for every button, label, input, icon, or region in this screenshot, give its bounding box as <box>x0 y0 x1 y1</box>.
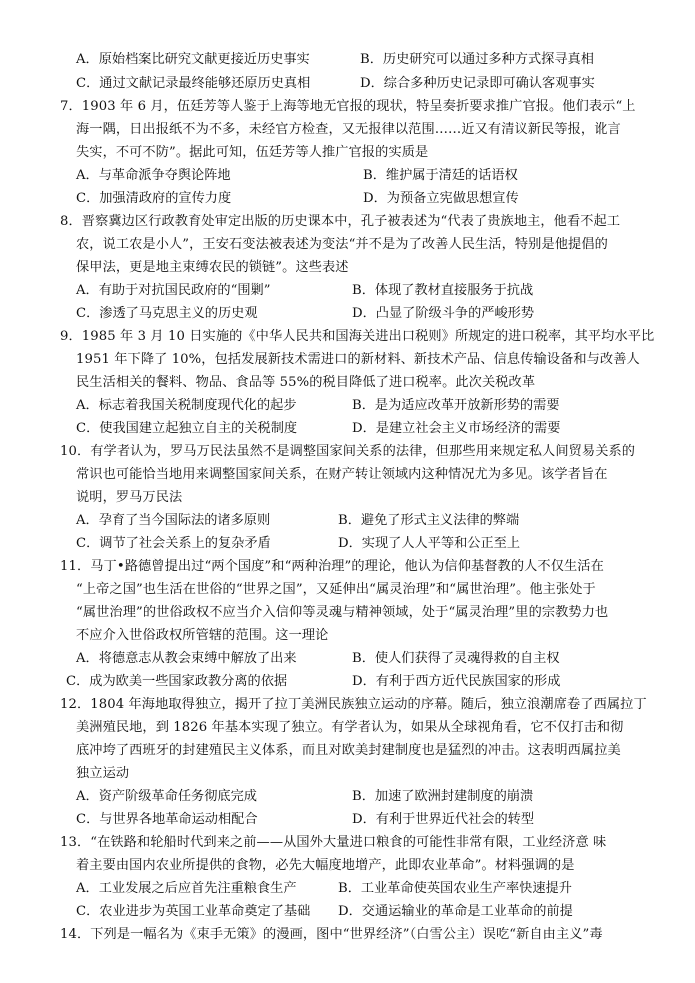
q12-option-a: A．资产阶级革命任务彻底完成 <box>76 789 257 804</box>
q10-stem-line: 常识也可能恰当地用来调整国家间关系，在财产转让领域内这种情况尤为多见。该学者旨在 <box>76 467 608 482</box>
q9-stem-line: 1951 年下降了 10%，包括发展新技术需进口的新材料、新技术产品、信息传输设备和与改善人 <box>76 352 640 367</box>
q7-option-c: C．加强清政府的宣传力度 <box>76 191 232 206</box>
q6-option-c: C．通过文献记录最终能够还原历史真相 <box>76 76 311 91</box>
q12-stem-line: 美洲殖民地，到 1826 年基本实现了独立。有学者认为，如果从全球视角看，它不仅打击和彻 <box>76 720 624 735</box>
q11-stem-line: “属世治理”的世俗政权不应当介入信仰等灵魂与精神领域，处于“属灵治理”里的宗教势力也 <box>76 605 609 620</box>
q7-stem-line: 7．1903 年 6 月，伍廷芳等人鉴于上海等地无官报的现状，特呈奏折要求推广官报。他们表示“上 <box>60 99 636 114</box>
q11-stem-line: 11．马丁•路德曾提出过“两个国度”和“两种治理”的理论，他认为信仰基督教的人不仅生活在 <box>60 559 604 574</box>
q13-option-b: B．工业革命使英国农业生产率快速提升 <box>338 881 572 896</box>
q11-option-a: A．将德意志从教会束缚中解放了出来 <box>76 651 297 666</box>
q12-option-c: C．与世界各地革命运动相配合 <box>76 812 258 827</box>
q11-option-c: C．成为欧美一些国家政教分离的依据 <box>66 674 288 689</box>
q6-option-a: A．原始档案比研究文献更接近历史事实 <box>76 52 310 67</box>
q11-stem-line: “上帝之国”也生活在世俗的“世界之国”，又延伸出“属灵治理”和“属世治理”。他主张处于 <box>76 582 596 597</box>
q7-stem-line: 海一隅，日出报纸不为不多，未经官方检查，又无报律以范围……近又有清议新民等报，讹言 <box>76 122 621 137</box>
q12-stem-line: 独立运动 <box>76 766 130 781</box>
q8-option-a: A．有助于对抗国民政府的“围剿” <box>76 283 271 298</box>
q12-stem-line: 12．1804 年海地取得独立，揭开了拉丁美洲民族独立运动的序幕。随后，独立浪潮席卷了西属拉丁 <box>60 697 647 712</box>
q8-stem-line: 8．晋察冀边区行政教育处审定出版的历史课本中，孔子被表述为“代表了贵族地主，他看不起工 <box>60 214 621 229</box>
q9-option-a: A．标志着我国关税制度现代化的起步 <box>76 398 297 413</box>
q10-stem-line: 10．有学者认为，罗马万民法虽然不是调整国家间关系的法律，但那些用来规定私人间贸易关系的 <box>60 444 636 459</box>
q12-option-b: B．加速了欧洲封建制度的崩溃 <box>352 789 534 804</box>
q8-option-d: D．凸显了阶级斗争的严峻形势 <box>352 306 535 321</box>
q9-option-d: D．是建立社会主义市场经济的需要 <box>352 421 561 436</box>
q6-option-d: D．综合多种历史记录即可确认客观事实 <box>360 76 595 91</box>
q13-option-d: D．交通运输业的革命是工业革命的前提 <box>338 904 573 919</box>
q10-option-d: D．实现了人人平等和公正至上 <box>338 536 521 551</box>
q9-stem-line: 民生活相关的餐料、物品、食品等 55%的税目降低了进口税率。此次关税改革 <box>76 375 536 390</box>
q13-stem-line: 着主要由国内农业所提供的食物，必先大幅度地增产，此即农业革命”。材料强调的是 <box>76 858 575 873</box>
q14-stem-line: 14．下列是一幅名为《束手无策》的漫画，图中“世界经济”（白雪公主）误吃“新自由主义”毒 <box>60 927 603 942</box>
q6-option-b: B．历史研究可以通过多种方式探寻真相 <box>360 52 594 67</box>
q7-option-a: A．与革命派争夺舆论阵地 <box>76 168 231 183</box>
q9-stem-line: 9．1985 年 3 月 10 日实施的《中华人民共和国海关进出口税则》所规定的进口税率，其平均水平比 <box>60 329 655 344</box>
q13-option-a: A．工业发展之后应首先注重粮食生产 <box>76 881 297 896</box>
q12-option-d: D．有利于世界近代社会的转型 <box>352 812 535 827</box>
q8-stem-line: 保甲法，更是地主束缚农民的锁链”。这些表述 <box>76 260 349 275</box>
q9-option-b: B．是为适应改革开放新形势的需要 <box>352 398 560 413</box>
q9-option-c: C．使我国建立起独立自主的关税制度 <box>76 421 298 436</box>
q10-option-c: C．调节了社会关系上的复杂矛盾 <box>76 536 271 551</box>
q7-option-d: D．为预备立宪做思想宣传 <box>363 191 519 206</box>
q10-stem-line: 说明，罗马万民法 <box>76 490 183 505</box>
q8-option-b: B．体现了教材直接服务于抗战 <box>352 283 534 298</box>
q11-option-d: D．有利于西方近代民族国家的形成 <box>352 674 561 689</box>
q8-stem-line: 农，说工农是小人”，王安石变法被表述为变法“并不是为了改善人民生活，特别是他提倡的 <box>76 237 608 252</box>
q11-stem-line: 不应介入世俗政权所管辖的范围。这一理论 <box>76 628 329 643</box>
q8-option-c: C．渗透了马克思主义的历史观 <box>76 306 258 321</box>
q13-stem-line: 13．“在铁路和轮船时代到来之前——从国外大量进口粮食的可能性非常有限，工业经济意 味 <box>60 835 607 850</box>
q10-option-a: A．孕育了当今国际法的诸多原则 <box>76 513 271 528</box>
q10-option-b: B．避免了形式主义法律的弊端 <box>338 513 520 528</box>
q7-stem-line: 失实，不可不防”。据此可知，伍廷芳等人推广官报的实质是 <box>76 145 429 160</box>
q13-option-c: C．农业进步为英国工业革命奠定了基础 <box>76 904 311 919</box>
q7-option-b: B．维护属于清廷的话语权 <box>363 168 518 183</box>
q12-stem-line: 底冲垮了西班牙的封建殖民主义体系，而且对欧美封建制度也是猛烈的冲击。这表明西属拉美 <box>76 743 621 758</box>
q11-option-b: B．使人们获得了灵魂得救的自主权 <box>352 651 560 666</box>
